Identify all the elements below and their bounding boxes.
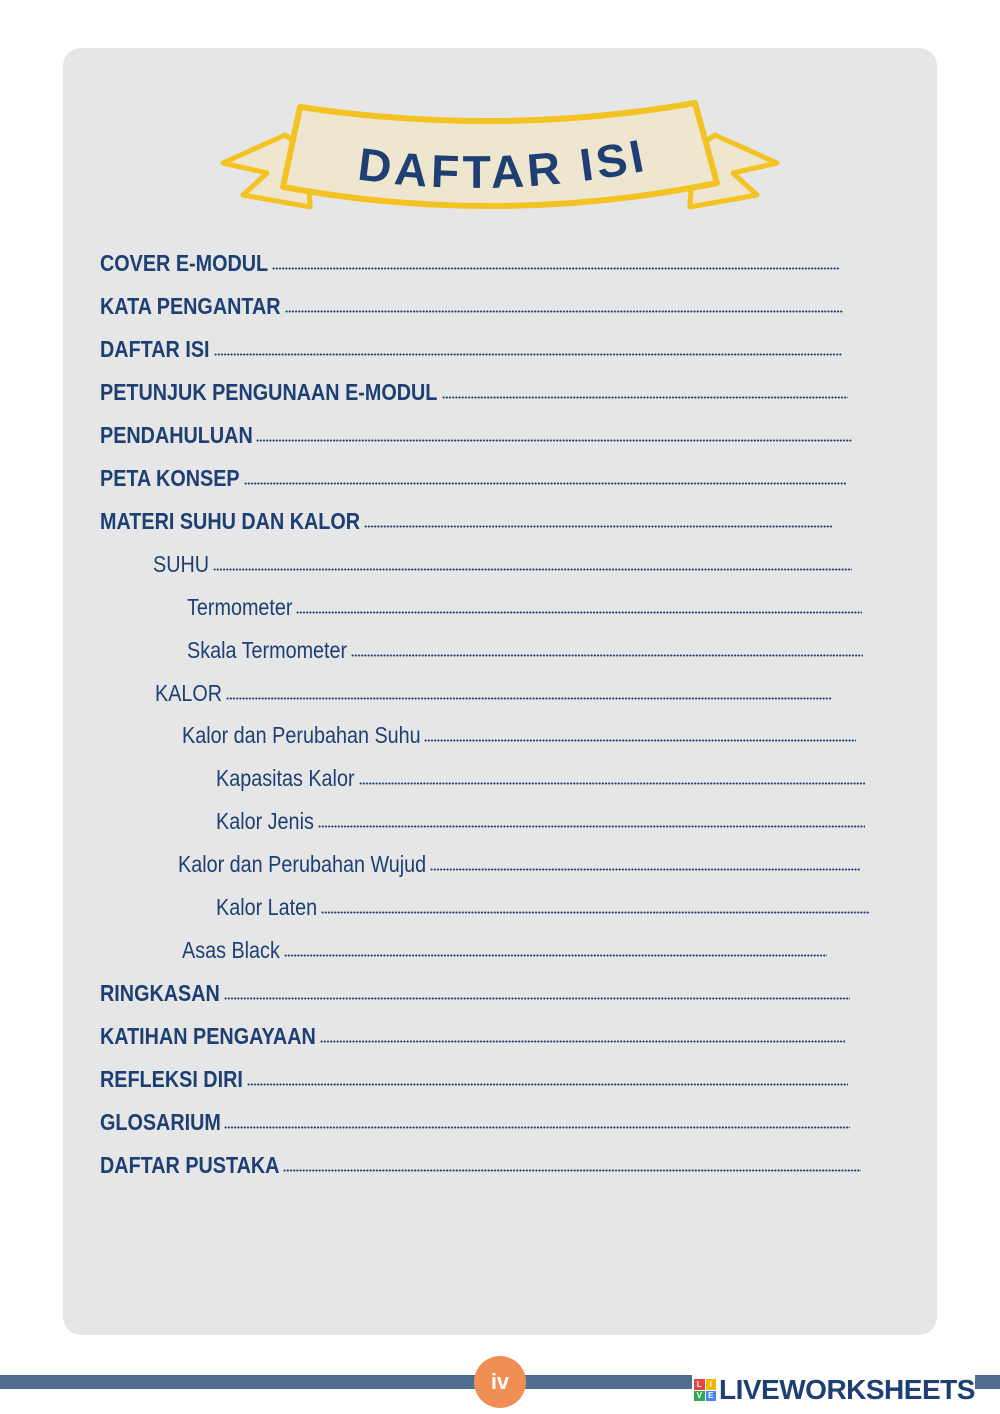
watermark bbox=[692, 1374, 975, 1406]
toc-entry-label: KALOR bbox=[155, 680, 223, 706]
toc-entry[interactable] bbox=[182, 935, 827, 965]
toc-entry-label: Kalor Jenis bbox=[216, 808, 314, 834]
toc-dot-leader bbox=[247, 1081, 848, 1087]
toc-entry-label: PETUNJUK PENGUNAAN E-MODUL bbox=[100, 379, 438, 405]
watermark-logo-icon: L I V E bbox=[694, 1379, 716, 1401]
toc-entry-label: KATIHAN PENGAYAAN bbox=[100, 1023, 316, 1049]
toc-entry[interactable] bbox=[187, 592, 862, 622]
toc-entry[interactable] bbox=[155, 678, 832, 708]
toc-dot-leader bbox=[224, 1124, 850, 1130]
watermark-text: LIVEWORKSHEETS bbox=[719, 1374, 975, 1405]
toc-dot-leader bbox=[226, 695, 832, 701]
toc-entry[interactable] bbox=[100, 1021, 845, 1051]
toc-entry-label: RINGKASAN bbox=[100, 980, 220, 1006]
toc-entry-label: PENDAHULUAN bbox=[100, 422, 253, 448]
toc-entry[interactable] bbox=[182, 720, 856, 750]
toc-entry[interactable] bbox=[100, 291, 843, 321]
toc-entry[interactable] bbox=[100, 978, 850, 1008]
toc-dot-leader bbox=[320, 1038, 845, 1044]
toc-entry[interactable] bbox=[100, 1107, 850, 1137]
toc-entry-label: Termometer bbox=[187, 594, 293, 620]
toc-dot-leader bbox=[442, 394, 848, 400]
toc-dot-leader bbox=[283, 1167, 861, 1173]
toc-entry[interactable] bbox=[100, 1064, 848, 1094]
toc-entry-label: SUHU bbox=[153, 551, 210, 577]
toc-dot-leader bbox=[424, 737, 856, 743]
toc-dot-leader bbox=[213, 566, 852, 572]
toc-dot-leader bbox=[256, 437, 852, 443]
toc-dot-leader bbox=[359, 780, 865, 786]
toc-entry[interactable] bbox=[216, 806, 865, 836]
toc-dot-leader bbox=[285, 308, 843, 314]
toc-entry[interactable] bbox=[216, 763, 865, 793]
toc-dot-leader bbox=[244, 480, 846, 486]
toc-dot-leader bbox=[284, 952, 827, 958]
toc-dot-leader bbox=[351, 652, 863, 658]
toc-entry-label: Kapasitas Kalor bbox=[216, 765, 355, 791]
toc-entry[interactable] bbox=[187, 635, 863, 665]
toc-entry[interactable] bbox=[100, 1150, 861, 1180]
toc-dot-leader bbox=[296, 609, 862, 615]
toc-dot-leader bbox=[318, 823, 865, 829]
toc-entry-label: DAFTAR ISI bbox=[100, 336, 210, 362]
toc-entry-label: COVER E-MODUL bbox=[100, 250, 269, 276]
toc-entry[interactable] bbox=[178, 849, 860, 879]
toc-entry[interactable] bbox=[100, 463, 846, 493]
toc-entry-label: Kalor dan Perubahan Suhu bbox=[182, 722, 421, 748]
toc-dot-leader bbox=[364, 523, 832, 529]
toc-entry[interactable] bbox=[100, 377, 848, 407]
toc-dot-leader bbox=[224, 995, 850, 1001]
toc-entry-label: PETA KONSEP bbox=[100, 465, 240, 491]
toc-entry-label: Kalor dan Perubahan Wujud bbox=[178, 851, 427, 877]
toc-entry-label: DAFTAR PUSTAKA bbox=[100, 1152, 280, 1178]
page-number-badge: iv bbox=[474, 1356, 526, 1408]
page-title-text: DAFTAR ISI bbox=[355, 128, 652, 198]
toc-entry[interactable] bbox=[100, 248, 840, 278]
toc-dot-leader bbox=[321, 909, 870, 915]
toc-dot-leader bbox=[430, 866, 860, 872]
toc-entry[interactable] bbox=[100, 420, 852, 450]
toc-entry-label: Asas Black bbox=[182, 937, 280, 963]
toc-entry-label: Skala Termometer bbox=[187, 637, 348, 663]
toc-entry[interactable] bbox=[100, 334, 842, 364]
toc-entry-label: Kalor Laten bbox=[216, 894, 318, 920]
toc-entry[interactable] bbox=[100, 506, 832, 536]
toc-entry[interactable] bbox=[216, 892, 870, 922]
toc-entry-label: KATA PENGANTAR bbox=[100, 293, 281, 319]
toc-dot-leader bbox=[272, 265, 840, 271]
toc-entry-label: MATERI SUHU DAN KALOR bbox=[100, 508, 361, 534]
toc-entry[interactable] bbox=[153, 549, 852, 579]
toc-entry-label: REFLEKSI DIRI bbox=[100, 1066, 243, 1092]
toc-dot-leader bbox=[214, 351, 842, 357]
toc-entry-label: GLOSARIUM bbox=[100, 1109, 221, 1135]
